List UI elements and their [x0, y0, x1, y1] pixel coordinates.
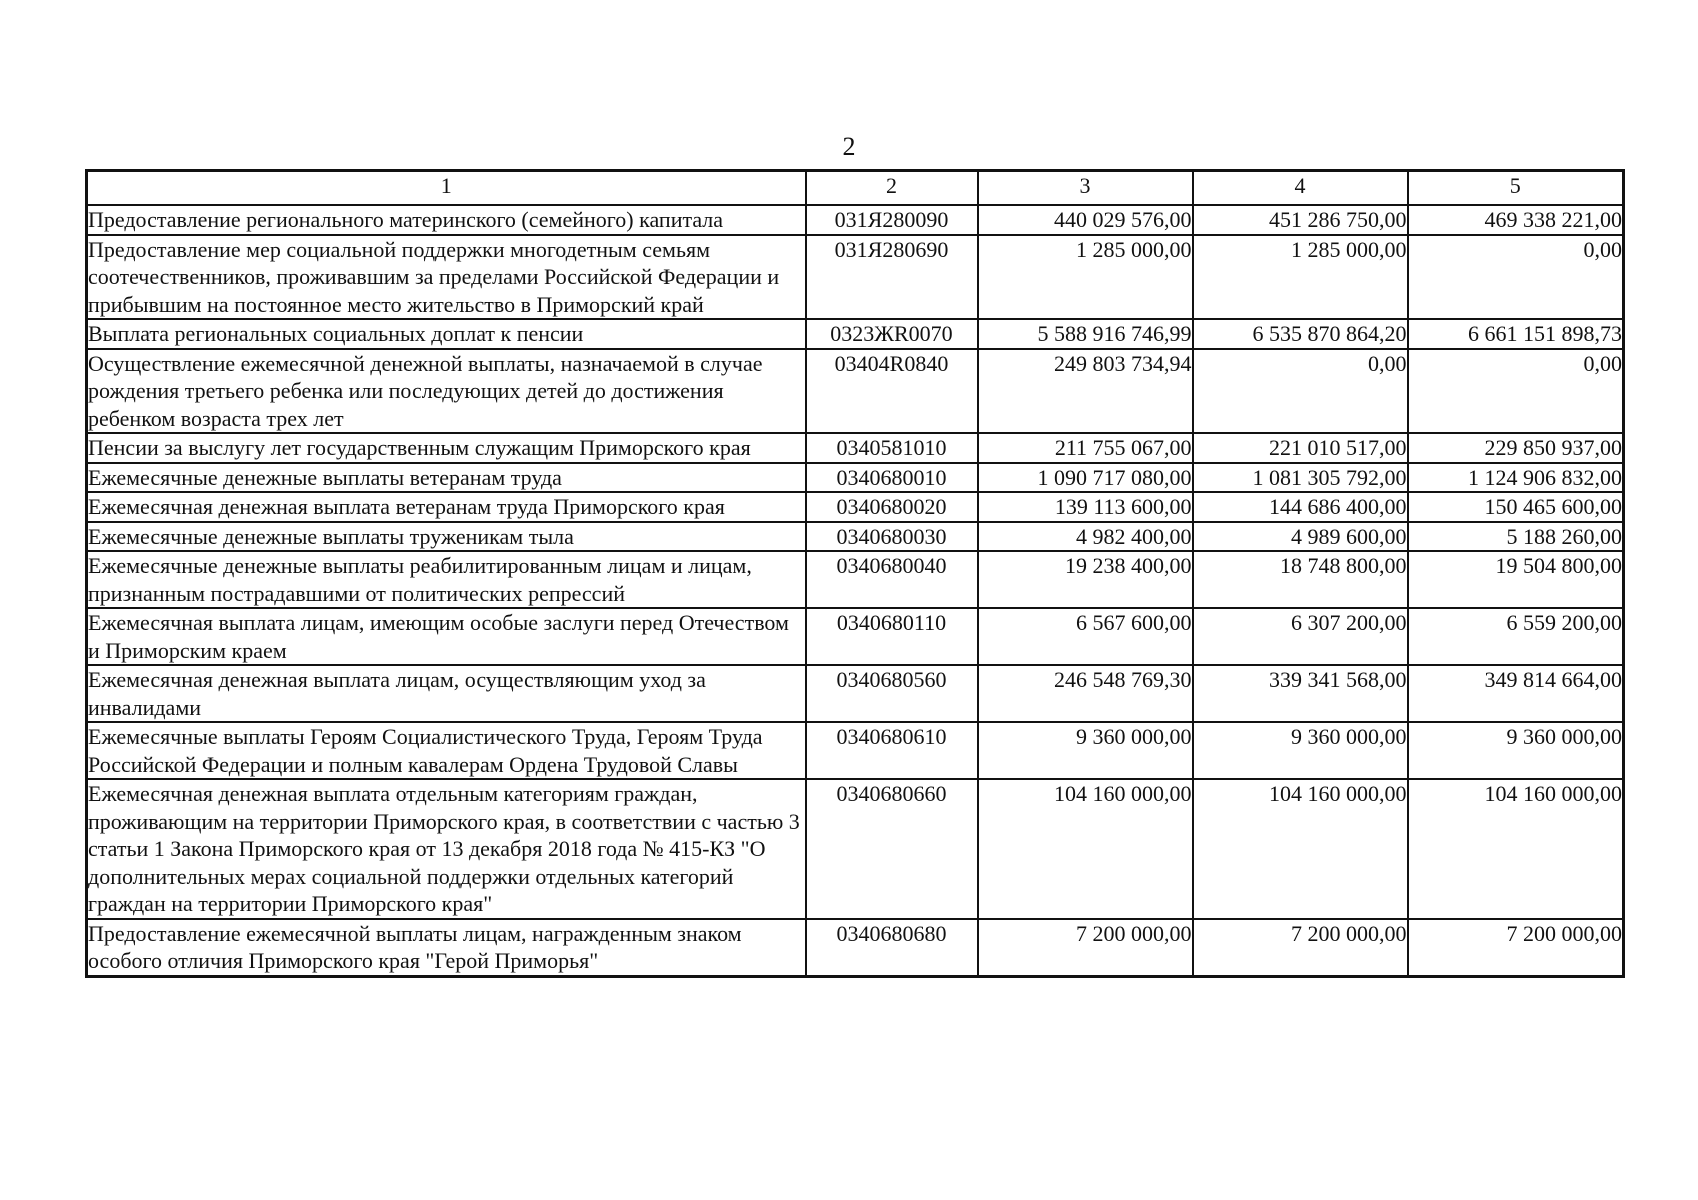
table-row — [87, 665, 1624, 722]
row-amount-col4: 7 200 000,00 — [1193, 919, 1408, 977]
row-amount-col3: 440 029 576,00 — [978, 205, 1193, 235]
column-header: 2 — [806, 171, 978, 206]
row-amount-col3: 246 548 769,30 — [978, 665, 1193, 722]
table-row — [87, 349, 1624, 434]
row-amount-col5: 6 661 151 898,73 — [1408, 319, 1624, 349]
row-amount-col5: 104 160 000,00 — [1408, 779, 1624, 919]
row-amount-col4: 0,00 — [1193, 349, 1408, 434]
row-amount-col5: 9 360 000,00 — [1408, 722, 1624, 779]
row-amount-col3: 4 982 400,00 — [978, 522, 1193, 552]
row-code: 0340680660 — [806, 779, 978, 919]
row-amount-col3: 211 755 067,00 — [978, 433, 1193, 463]
row-amount-col4: 6 535 870 864,20 — [1193, 319, 1408, 349]
row-amount-col4: 451 286 750,00 — [1193, 205, 1408, 235]
row-amount-col5: 7 200 000,00 — [1408, 919, 1624, 977]
table-row — [87, 522, 1624, 552]
row-name: Пенсии за выслугу лет государственным служащим Приморского края — [87, 433, 806, 463]
row-amount-col3: 104 160 000,00 — [978, 779, 1193, 919]
table-row — [87, 608, 1624, 665]
row-name: Ежемесячные денежные выплаты труженикам тыла — [87, 522, 806, 552]
row-name: Предоставление мер социальной поддержки многодетным семьям соотечественников, проживавшим за пределами Российской Федерации и прибывшим на постоянное место жительство в Приморский край — [87, 235, 806, 320]
row-amount-col4: 104 160 000,00 — [1193, 779, 1408, 919]
row-code: 0340680040 — [806, 551, 978, 608]
row-code: 0323ЖR0070 — [806, 319, 978, 349]
row-amount-col3: 1 090 717 080,00 — [978, 463, 1193, 493]
row-name: Ежемесячная денежная выплата отдельным категориям граждан, проживающим на территории Приморского края, в соответствии с частью 3 статьи 1 Закона Приморского края от 13 декабря 2018 года № 415-КЗ "О дополнительных мерах социальной поддержки отдельных категорий граждан на территории Приморского края" — [87, 779, 806, 919]
row-amount-col3: 139 113 600,00 — [978, 492, 1193, 522]
row-amount-col3: 1 285 000,00 — [978, 235, 1193, 320]
row-name: Ежемесячная выплата лицам, имеющим особые заслуги перед Отечеством и Приморским краем — [87, 608, 806, 665]
row-amount-col4: 1 081 305 792,00 — [1193, 463, 1408, 493]
column-header: 3 — [978, 171, 1193, 206]
row-code: 0340680030 — [806, 522, 978, 552]
table-row — [87, 779, 1624, 919]
table-row — [87, 551, 1624, 608]
table-row — [87, 463, 1624, 493]
table-row — [87, 235, 1624, 320]
row-code: 0340680010 — [806, 463, 978, 493]
table-row — [87, 205, 1624, 235]
column-header: 5 — [1408, 171, 1624, 206]
row-amount-col4: 4 989 600,00 — [1193, 522, 1408, 552]
table-row — [87, 492, 1624, 522]
row-amount-col3: 6 567 600,00 — [978, 608, 1193, 665]
row-amount-col5: 229 850 937,00 — [1408, 433, 1624, 463]
row-code: 0340680610 — [806, 722, 978, 779]
row-amount-col4: 9 360 000,00 — [1193, 722, 1408, 779]
row-code: 0340581010 — [806, 433, 978, 463]
row-amount-col5: 349 814 664,00 — [1408, 665, 1624, 722]
row-code: 0340680020 — [806, 492, 978, 522]
row-amount-col5: 150 465 600,00 — [1408, 492, 1624, 522]
row-amount-col5: 6 559 200,00 — [1408, 608, 1624, 665]
row-code: 0340680680 — [806, 919, 978, 977]
column-header: 1 — [87, 171, 806, 206]
row-amount-col3: 19 238 400,00 — [978, 551, 1193, 608]
row-code: 031Я280090 — [806, 205, 978, 235]
row-code: 0340680110 — [806, 608, 978, 665]
row-amount-col4: 1 285 000,00 — [1193, 235, 1408, 320]
row-name: Ежемесячная денежная выплата ветеранам труда Приморского края — [87, 492, 806, 522]
row-amount-col5: 469 338 221,00 — [1408, 205, 1624, 235]
table-row — [87, 433, 1624, 463]
row-name: Ежемесячные выплаты Героям Социалистического Труда, Героям Труда Российской Федерации и полным кавалерам Ордена Трудовой Славы — [87, 722, 806, 779]
row-name: Ежемесячная денежная выплата лицам, осуществляющим уход за инвалидами — [87, 665, 806, 722]
row-amount-col3: 7 200 000,00 — [978, 919, 1193, 977]
row-name: Осуществление ежемесячной денежной выплаты, назначаемой в случае рождения третьего ребенка или последующих детей до достижения ребенком возраста трех лет — [87, 349, 806, 434]
table-row — [87, 319, 1624, 349]
table-row — [87, 722, 1624, 779]
row-amount-col3: 249 803 734,94 — [978, 349, 1193, 434]
row-name: Предоставление ежемесячной выплаты лицам, награжденным знаком особого отличия Приморского края "Герой Приморья" — [87, 919, 806, 977]
row-amount-col4: 6 307 200,00 — [1193, 608, 1408, 665]
row-code: 03404R0840 — [806, 349, 978, 434]
row-name: Ежемесячные денежные выплаты ветеранам труда — [87, 463, 806, 493]
row-code: 0340680560 — [806, 665, 978, 722]
column-header: 4 — [1193, 171, 1408, 206]
row-name: Выплата региональных социальных доплат к пенсии — [87, 319, 806, 349]
row-amount-col4: 339 341 568,00 — [1193, 665, 1408, 722]
row-amount-col5: 0,00 — [1408, 235, 1624, 320]
table-row — [87, 919, 1624, 977]
row-amount-col3: 5 588 916 746,99 — [978, 319, 1193, 349]
row-name: Ежемесячные денежные выплаты реабилитированным лицам и лицам, признанным пострадавшими от политических репрессий — [87, 551, 806, 608]
page-number: 2 — [842, 132, 856, 161]
row-name: Предоставление регионального материнского (семейного) капитала — [87, 205, 806, 235]
row-amount-col5: 19 504 800,00 — [1408, 551, 1624, 608]
budget-table — [85, 169, 1625, 978]
row-amount-col3: 9 360 000,00 — [978, 722, 1193, 779]
row-amount-col5: 5 188 260,00 — [1408, 522, 1624, 552]
row-amount-col5: 0,00 — [1408, 349, 1624, 434]
row-amount-col4: 18 748 800,00 — [1193, 551, 1408, 608]
row-amount-col4: 144 686 400,00 — [1193, 492, 1408, 522]
row-amount-col4: 221 010 517,00 — [1193, 433, 1408, 463]
row-code: 031Я280690 — [806, 235, 978, 320]
table-header-row — [87, 171, 1624, 206]
row-amount-col5: 1 124 906 832,00 — [1408, 463, 1624, 493]
